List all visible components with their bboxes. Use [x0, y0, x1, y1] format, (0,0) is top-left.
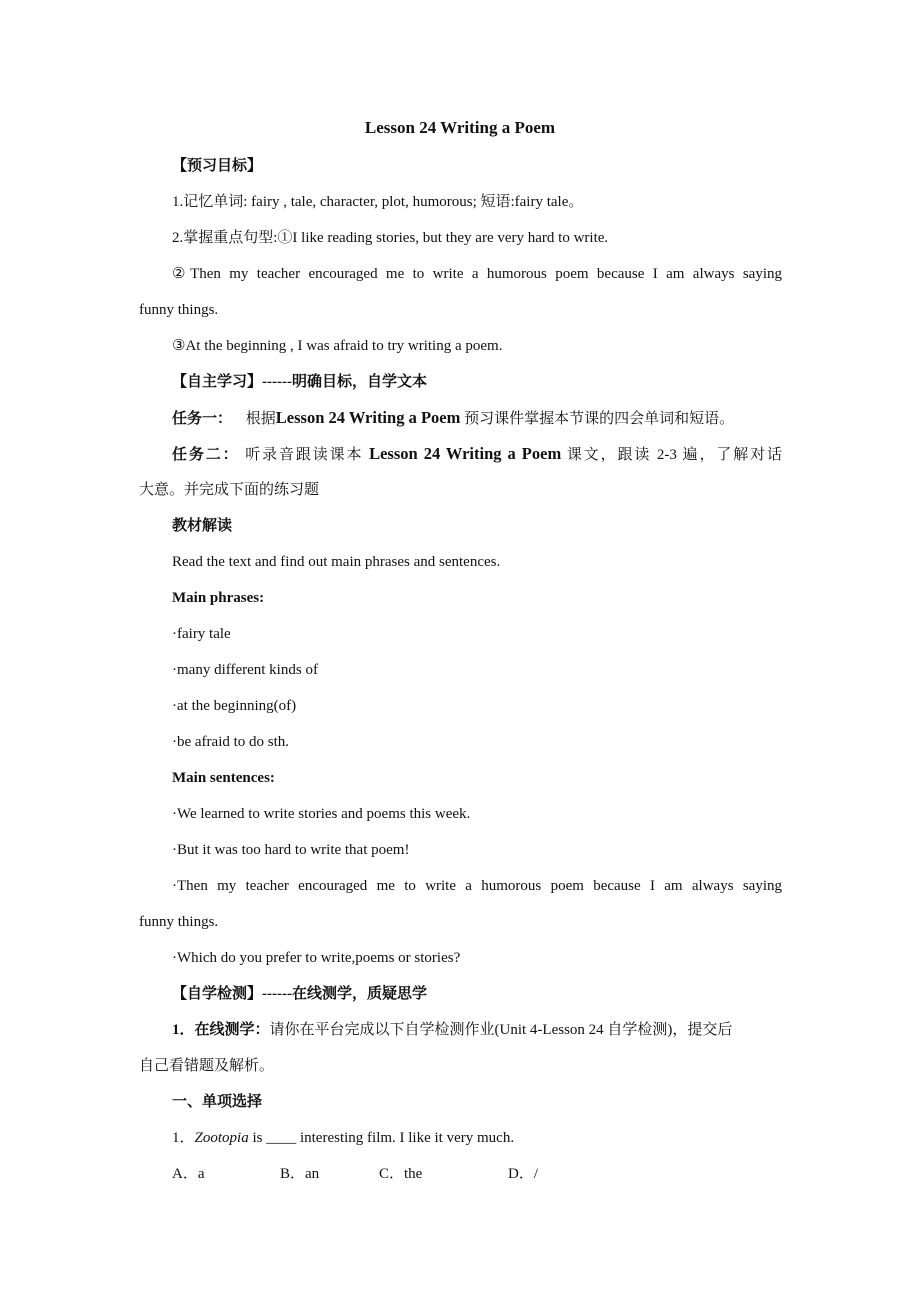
self-study-heading: [172, 370, 782, 394]
sentence-item-4: ·Which do you prefer to write,poems or stories?: [172, 950, 461, 966]
question-1-text: is ____ interesting film. I like it very much.: [248, 1130, 515, 1146]
online-test-text: 请你在平台完成以下自学检测作业(Unit 4-Lesson 24 自学检测)，提交后: [269, 1022, 733, 1038]
phrase-item: ·at the beginning(of): [172, 698, 297, 714]
self-check-heading-rest: ------在线测学，质疑思学: [262, 986, 427, 1002]
preview-item-1: 1.记忆单词: fairy , tale, character, plot, humorous; 短语:fairy tale。: [172, 194, 584, 210]
preview-item-3-line-2: funny things.: [139, 302, 219, 318]
task-2-label: 任务二：: [172, 447, 240, 463]
sentence-item-1: ·We learned to write stories and poems this week.: [172, 806, 471, 822]
phrases-heading: Main phrases:: [172, 590, 265, 606]
preview-item-3-line-1: ②Then my teacher encouraged me to write a humorous poem because I am always saying: [172, 266, 782, 282]
self-check-heading-bracket: 【自学检测】: [172, 986, 263, 1002]
question-1-option-a: A．a: [172, 1166, 205, 1182]
question-1-film: Zootopia: [194, 1130, 249, 1146]
question-1-option-d: D．/: [508, 1166, 539, 1182]
preview-item-4: ③At the beginning , I was afraid to try writing a poem.: [172, 338, 503, 354]
question-1-option-c: C．the: [379, 1166, 423, 1182]
textbook-instruction: Read the text and find out main phrases and sentences.: [172, 554, 501, 570]
phrase-item: ·many different kinds of: [172, 662, 318, 678]
sentences-heading: Main sentences:: [172, 770, 275, 786]
task-2: [172, 442, 782, 467]
sentence-item-3-line-2: funny things.: [139, 914, 219, 930]
section-title: 一、单项选择: [172, 1094, 263, 1110]
task-2-line-2: 大意。并完成下面的练习题: [139, 482, 320, 498]
self-study-heading-bracket: 【自主学习】: [172, 374, 263, 390]
self-study-heading-rest: ------明确目标，自学文本: [262, 374, 427, 390]
online-test-line-2: 自己看错题及解析。: [139, 1058, 275, 1074]
textbook-heading: 教材解读: [172, 518, 233, 534]
task-2-lesson: Lesson 24 Writing a Poem: [369, 444, 562, 463]
sentence-item-3-line-1: ·Then my teacher encouraged me to write a humorous poem because I am always saying: [172, 878, 782, 894]
task-1-label: 任务一：: [172, 411, 233, 427]
task-1: [172, 406, 782, 431]
task-2-post: 课文，跟读 2-3 遍，了解对话: [566, 447, 783, 463]
task-1-lesson: Lesson 24 Writing a Poem: [275, 408, 461, 427]
task-1-post: 预习课件掌握本节课的四会单词和短语。: [464, 411, 735, 427]
page-title: Lesson 24 Writing a Poem: [364, 118, 556, 137]
task-1-pre: 根据: [245, 411, 276, 427]
online-test-label: 1．在线测学：: [172, 1022, 270, 1038]
online-test: [172, 1018, 782, 1042]
phrase-item: ·fairy tale: [172, 626, 231, 642]
task-2-pre: 听录音跟读课本: [245, 447, 364, 463]
question-1: [172, 1126, 782, 1150]
self-check-heading: [172, 982, 782, 1006]
preview-heading: 【预习目标】: [172, 158, 263, 174]
preview-item-2: 2.掌握重点句型:①I like reading stories, but they are very hard to write.: [172, 230, 609, 246]
question-1-option-b: B．an: [280, 1166, 320, 1182]
phrase-item: ·be afraid to do sth.: [172, 734, 290, 750]
question-1-number: 1．: [172, 1130, 195, 1146]
sentence-item-2: ·But it was too hard to write that poem!: [172, 842, 410, 858]
